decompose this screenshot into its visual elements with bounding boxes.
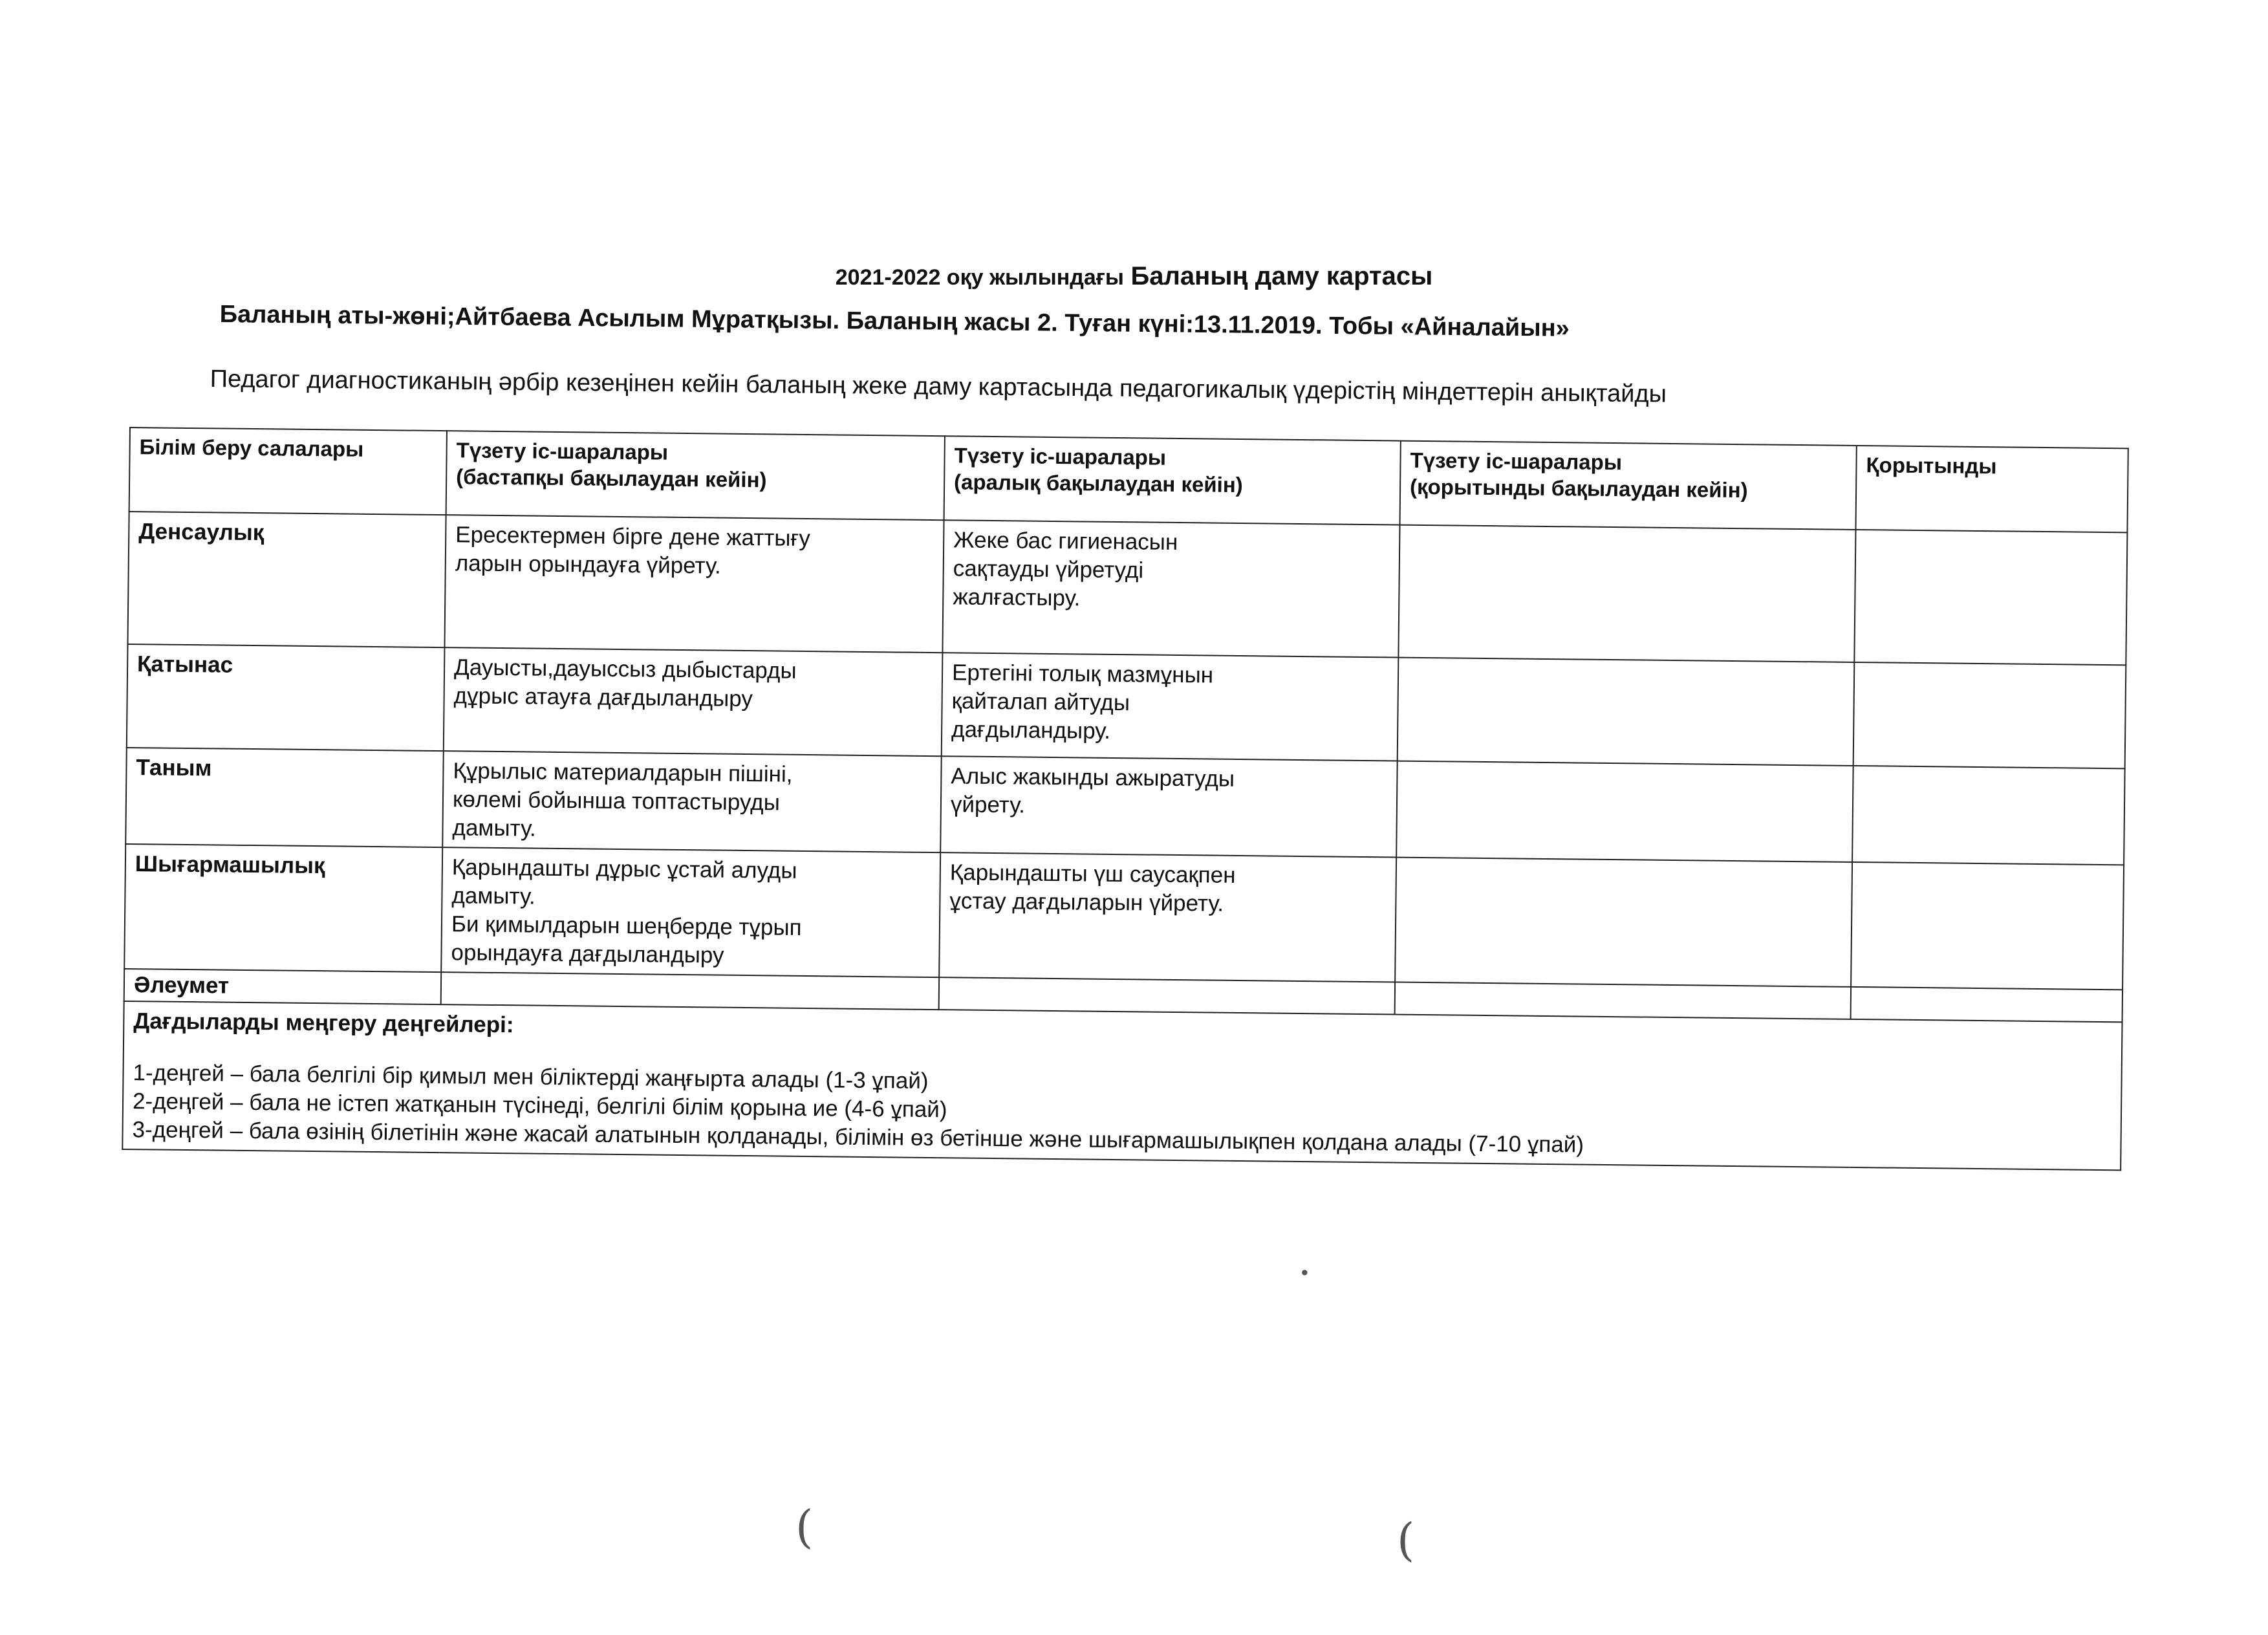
document-title [0,262,2268,291]
row-initial-text: Қарындашты дұрыс ұстай алуды дамыту. Би қимылдарын шеңберде тұрып орындауға дағдыландыру [451,854,802,968]
header-intermediate [944,436,1401,525]
row-conclusion [1852,766,2125,865]
title-year: 2021-2022 оқу жылындағы [835,265,1124,290]
row-final [1395,982,1851,1019]
row-area: Таным [125,748,444,847]
header-area-label: Білім беру салалары [139,435,364,461]
development-card-table [122,427,2129,1171]
header-intermediate-label: Түзету іс-шаралары (аралық бақылаудан кейін) [953,443,1243,497]
row-initial-text: Құрылыс материалдарын пішіні, көлемі бойынша топтастыруды дамыту. [452,758,793,841]
legend-level: 2-деңгей – бала не істеп жатқанын түсінеді, белгілі білім қорына ие (4-6 ұпай) [132,1088,947,1123]
header-final-label: Түзету іс-шаралары (қорытынды бақылаудан кейін) [1409,448,1748,503]
scan-mark: ( [795,1500,814,1554]
row-final [1398,525,1855,662]
row-intermediate [939,977,1395,1014]
child-info: Баланың аты-жөні;Айтбаева Асылым Мұратқызы. Баланың жасы 2. Туған күні:13.11.2019. Тобы «Айналайын» [219,301,1570,342]
development-card-table-wrap [122,427,2128,1171]
table-row [124,844,2124,990]
legend-level: 3-деңгей – бала өзінің білетінін және жасай алатынын қолданады, білімін өз бетінше және шығармашылықпен қолдана алады (7-10 ұпай) [132,1116,1584,1158]
row-intermediate [939,852,1396,982]
row-intermediate-text: Ертегіні толық мазмұнын қайталап айтуды дағдыландыру. [951,660,1214,744]
row-intermediate-text: Жеке бас гигиенасын сақтауды үйретуді жалғастыру. [953,527,1178,611]
scan-mark: ∙ [1300,1261,1310,1284]
row-conclusion [1853,662,2126,768]
row-intermediate [942,520,1399,657]
header-area [129,428,447,515]
header-initial [446,431,945,520]
row-initial [441,847,940,977]
title-main: Баланың даму картасы [1130,262,1433,290]
legend-row [122,1001,2122,1170]
scan-mark: ( [1397,1513,1415,1566]
row-area: Әлеумет [124,969,441,1004]
header-final [1400,441,1857,530]
legend-level: 1-деңгей – бала белгілі бір қимыл мен біліктерді жаңғырта алады (1-3 ұпай) [133,1060,929,1094]
row-initial [442,751,942,852]
row-initial-text: Дауысты,дауыссыз дыбыстарды дұрыс атауға дағдыландыру [453,655,797,711]
table-row [127,512,2127,665]
row-conclusion [1851,987,2123,1022]
row-area: Қатынас [127,644,445,751]
row-conclusion [1851,862,2124,990]
row-intermediate-text: Алыс жакынды ажыратуды үйрету. [950,763,1235,818]
header-initial-label: Түзету іс-шаралары (бастапқы бақылаудан кейін) [456,438,767,492]
table-row [127,644,2126,768]
row-initial-text: Ересектермен бірге дене жаттығу ларын орындауға үйрету. [455,522,811,579]
row-intermediate [942,653,1399,761]
row-final [1395,858,1852,987]
row-conclusion [1854,530,2127,665]
row-intermediate [940,756,1398,858]
legend-title: Дағдыларды меңгеру деңгейлері: [133,1008,514,1038]
row-final [1398,658,1855,766]
row-area: Шығармашылық [124,844,442,972]
header-conclusion-label: Қорытынды [1866,453,1997,479]
row-initial [441,972,939,1010]
skill-levels-legend [122,1001,2122,1170]
row-intermediate-text: Қарындашты үш саусақпен ұстау дағдыларын үйрету. [949,860,1236,916]
intro-text: Педагог диагностиканың әрбір кезеңінен кейін баланың жеке даму картасында педагогикалық үдерістің міндеттерін анықтайды [210,365,1667,408]
row-initial [444,515,944,653]
row-initial [444,647,943,756]
row-area: Денсаулық [127,512,446,647]
row-final [1396,761,1853,863]
header-conclusion [1855,446,2128,532]
